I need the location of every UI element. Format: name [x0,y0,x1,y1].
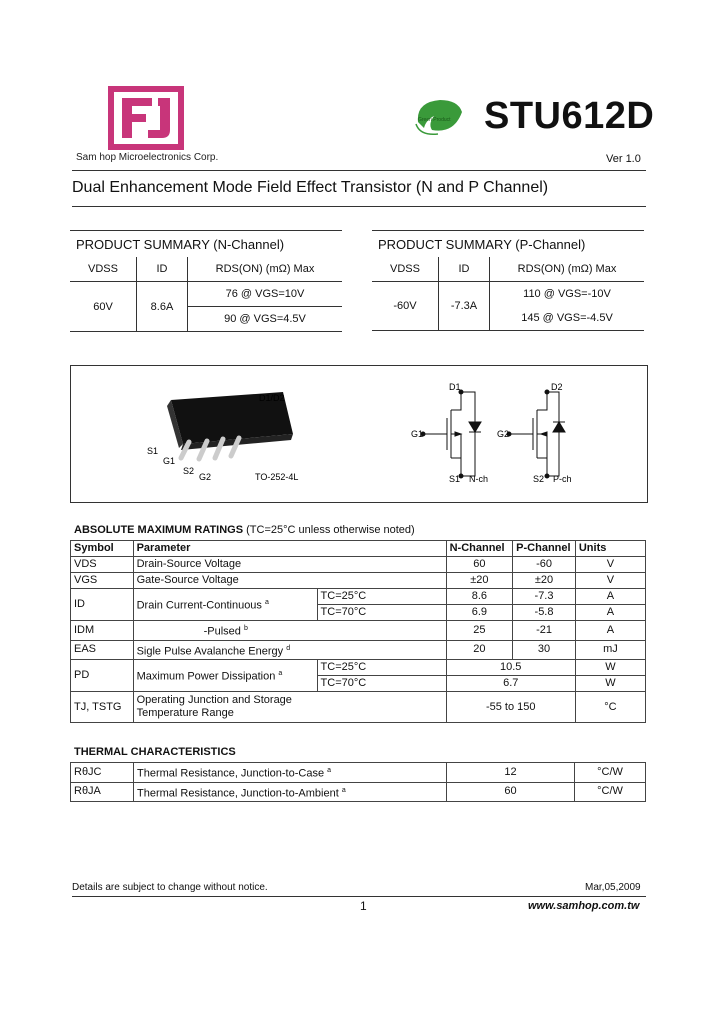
col-n-channel: N-Channel [446,541,513,557]
document-title: Dual Enhancement Mode Field Effect Transistor (N and P Channel) [72,179,549,196]
version: Ver 1.0 [606,153,641,165]
thermal-title: THERMAL CHARACTERISTICS [74,746,236,758]
value-cell: 10.5 [446,660,575,676]
unit-cell: mJ [575,640,645,660]
summary-n-title: PRODUCT SUMMARY (N-Channel) [76,236,285,252]
p-value: -7.3 [513,589,576,605]
n-gate-label: G1 [411,429,424,439]
unit-cell: V [575,557,645,573]
p-drain-label: D2 [551,382,563,392]
unit-cell: W [575,660,645,676]
header-rule [72,170,646,171]
note-mark: a [341,786,346,794]
col-p-channel: P-Channel [513,541,576,557]
n-value: ±20 [446,573,513,589]
param-text: Maximum Power Dissipation [136,671,276,684]
note-mark: b [243,625,248,632]
part-number: STU612D [484,95,655,137]
table-row [71,621,646,641]
param-text: Drain Current-Continuous [136,599,262,612]
symbol-cell: EAS [71,640,134,660]
unit-cell: A [575,589,645,605]
note-mark: a [327,767,332,774]
note-mark: a [278,670,283,678]
p-value: ±20 [513,573,576,589]
g1-label: G1 [163,456,176,466]
unit-cell: W [575,676,645,692]
col-units: Units [575,541,645,557]
n-channel-mosfet-symbol [421,390,481,478]
note-mark: a [265,599,269,607]
param-cell [133,589,317,621]
col-id: ID [439,257,490,282]
col-vdss: VDSS [70,257,137,282]
rds-value-1: 110 @ VGS=-10V [490,282,645,307]
amr-condition: (TC=25°C unless otherwise noted) [246,524,415,536]
condition-cell: TC=70°C [317,605,446,621]
condition-cell: TC=70°C [317,676,446,692]
g2-label: G2 [199,472,212,482]
p-channel-mosfet-symbol [507,390,565,478]
p-value: -21 [513,621,576,641]
vdss-value: -60V [393,300,417,312]
title-rule [72,206,646,207]
n-drain-label: D1 [449,382,461,392]
symbol-cell: RθJA [71,782,134,802]
symbol-cell: ID [71,589,134,621]
symbol-cell: TJ, TSTG [71,692,134,723]
n-channel-label: N-ch [469,474,489,484]
table-row [71,692,646,723]
table-row [71,557,646,573]
id-value: 8.6A [137,282,188,332]
note-mark: d [286,644,291,652]
col-id: ID [137,257,188,282]
param-cell [133,640,446,660]
table-row [71,589,646,605]
table-row [71,640,646,660]
company-name: Sam hop Microelectronics Corp. [76,152,219,163]
unit-cell: °C/W [575,782,646,802]
unit-cell: A [575,621,645,641]
param-cell [133,660,317,692]
symbol-cell: IDM [71,621,134,641]
table-row [71,660,646,676]
date: Mar,05,2009 [585,882,641,893]
condition-cell: TC=25°C [317,589,446,605]
rds-value-2: 145 @ VGS=-4.5V [490,306,645,331]
amr-heading [74,524,415,536]
symbol-cell: PD [71,660,134,692]
n-value: 8.6 [446,589,513,605]
website-link[interactable]: www.samhop.com.tw [528,900,640,912]
footer-rule [72,896,646,897]
symbol-cell: VGS [71,573,134,589]
param-line-1: Operating Junction and Storage [136,694,292,707]
n-value: 6.9 [446,605,513,621]
package-diagram-box [70,365,648,503]
summary-p-title: PRODUCT SUMMARY (P-Channel) [378,236,586,252]
param-line-2: Temperature Range [136,707,234,720]
n-value: 25 [446,621,513,641]
rds-value-1: 76 @ VGS=10V [188,282,343,307]
param-cell [133,621,446,641]
unit-cell: A [575,605,645,621]
symbol-cell: RθJC [71,763,134,783]
col-rds: RDS(ON) (mΩ) Max [188,257,343,282]
table-row [71,763,646,783]
p-gate-label: G2 [497,429,510,439]
d1d2-label: D1/D2 [259,393,285,403]
col-symbol: Symbol [71,541,134,557]
company-logo [108,86,184,150]
unit-cell: °C/W [575,763,646,783]
id-value: -7.3A [439,282,490,331]
param-text: Thermal Resistance, Junction-to-Case [137,767,325,780]
col-parameter: Parameter [133,541,446,557]
param-cell: Drain-Source Voltage [133,557,446,573]
unit-cell: °C [575,692,645,723]
svg-text:Green Product: Green Product [418,117,451,123]
green-product-icon [410,94,466,138]
package-name: TO-252-4L [255,472,299,482]
vdss-value: 60V [93,300,113,313]
unit-cell: V [575,573,645,589]
param-text: -Pulsed [203,625,241,638]
col-rds: RDS(ON) (mΩ) Max [490,257,645,282]
s1-label: S1 [147,446,159,456]
value-cell: -55 to 150 [446,692,575,723]
col-vdss: VDSS [372,257,439,282]
p-value: -5.8 [513,605,576,621]
rds-value-2: 90 @ VGS=4.5V [188,307,343,332]
param-cell [134,782,447,802]
param-text: Thermal Resistance, Junction-to-Ambient [137,787,339,800]
p-channel-label: P-ch [553,474,572,484]
condition-cell: TC=25°C [317,660,446,676]
table-row [71,573,646,589]
p-source-label: S2 [533,474,545,484]
param-cell [133,692,446,723]
product-summary-n [70,230,342,332]
disclaimer: Details are subject to change without notice. [72,882,268,893]
amr-title: ABSOLUTE MAXIMUM RATINGS [74,524,244,536]
param-text: Sigle Pulse Avalanche Energy [136,645,284,658]
value-cell: 12 [447,763,575,783]
absolute-maximum-ratings-table [70,540,646,723]
symbol-cell: VDS [71,557,134,573]
table-row [71,782,646,802]
s2-label: S2 [183,466,195,476]
n-value: 60 [446,557,513,573]
n-value: 20 [446,640,513,660]
param-cell: Gate-Source Voltage [133,573,446,589]
p-value: -60 [513,557,576,573]
value-cell: 6.7 [446,676,575,692]
value-cell: 60 [447,782,575,802]
p-value: 30 [513,640,576,660]
page-number: 1 [360,899,367,913]
param-cell [134,763,447,783]
product-summary-p [372,230,644,331]
thermal-table [70,762,646,802]
n-source-label: S1 [449,474,461,484]
